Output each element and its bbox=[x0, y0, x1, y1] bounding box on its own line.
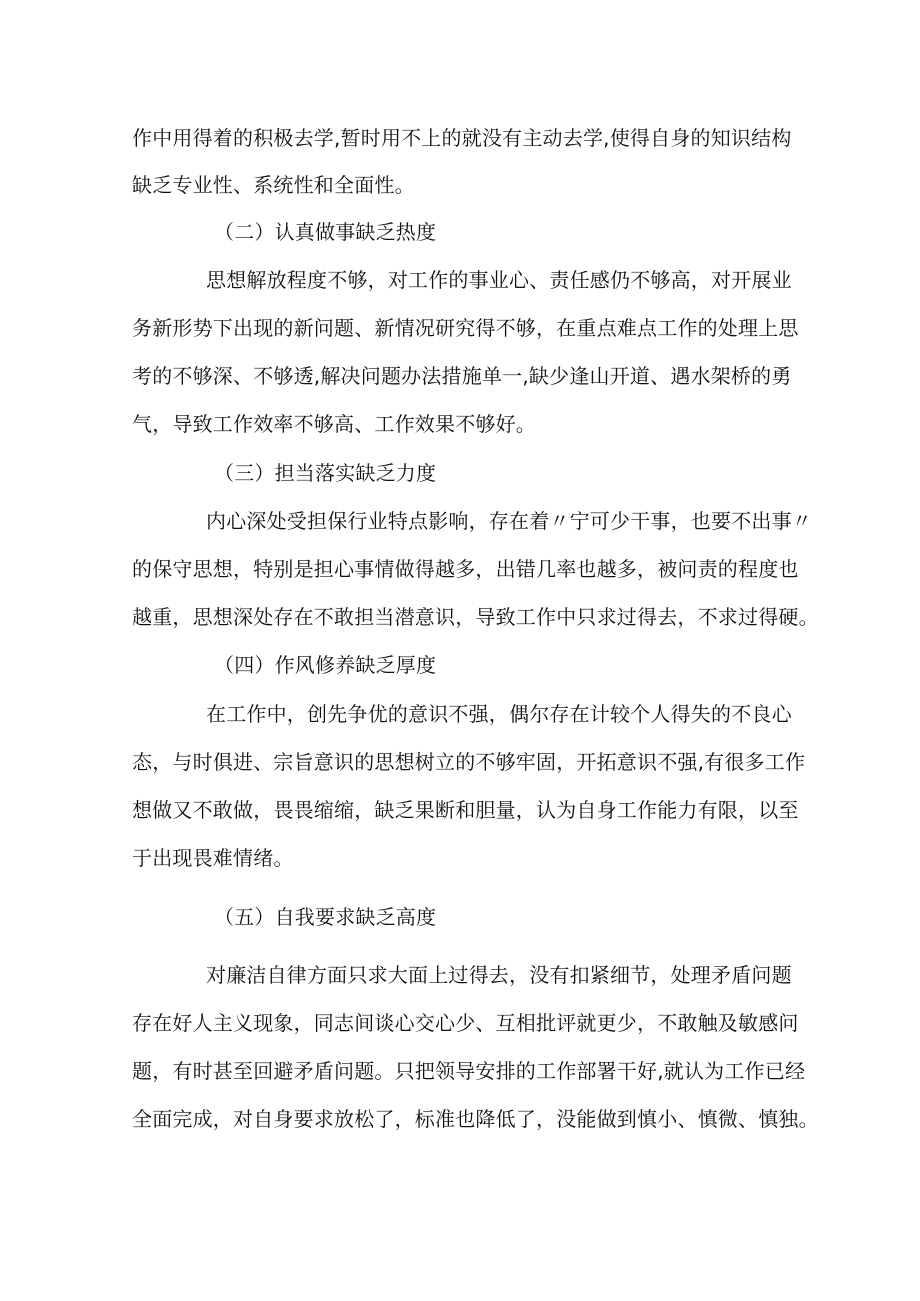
section-heading: （三）担当落实缺乏力度 bbox=[214, 461, 437, 485]
paragraph-line: 越重，思想深处存在不敢担当潜意识，导致工作中只求过得去，不求过得硬。 bbox=[132, 605, 819, 629]
paragraph-line: 态，与时俱进、宗旨意识的思想树立的不够牢固，开拓意识不强,有很多工作 bbox=[132, 750, 806, 774]
section-heading: （五）自我要求缺乏高度 bbox=[214, 905, 437, 929]
section-heading: （四）作风修养缺乏厚度 bbox=[214, 653, 437, 677]
paragraph-line: 考的不够深、不够透,解决问题办法措施单一,缺少逢山开道、遇水架桥的勇 bbox=[132, 364, 792, 388]
paragraph-line: 缺乏专业性、系统性和全面性。 bbox=[132, 173, 415, 197]
paragraph-line: 全面完成，对自身要求放松了，标准也降低了，没能做到慎小、慎微、慎独。 bbox=[132, 1107, 819, 1131]
paragraph-line: 务新形势下出现的新问题、新情况研究得不够，在重点难点工作的处理上思 bbox=[132, 316, 799, 340]
paragraph-line: 内心深处受担保行业特点影响，存在着〃宁可少干事，也要不出事〃 bbox=[206, 509, 812, 533]
section-heading: （二）认真做事缺乏热度 bbox=[214, 220, 437, 244]
paragraph-line: 在工作中，创先争优的意识不强，偶尔存在计较个人得失的不良心 bbox=[206, 702, 792, 726]
paragraph-line: 思想解放程度不够，对工作的事业心、责任感仍不够高，对开展业 bbox=[206, 268, 792, 292]
paragraph-line: 作中用得着的积极去学,暂时用不上的就没有主动去学,使得自身的知识结构 bbox=[132, 126, 792, 150]
paragraph-line: 的保守思想，特别是担心事情做得越多，出错几率也越多，被问责的程度也 bbox=[132, 557, 799, 581]
paragraph-line: 于出现畏难情绪。 bbox=[132, 846, 294, 870]
paragraph-line: 存在好人主义现象，同志间谈心交心少、互相批评就更少，不敢触及敏感问 bbox=[132, 1011, 799, 1035]
paragraph-line: 题，有时甚至回避矛盾问题。只把领导安排的工作部署干好,就认为工作已经 bbox=[132, 1059, 806, 1083]
paragraph-line: 对廉洁自律方面只求大面上过得去，没有扣紧细节，处理矛盾问题 bbox=[206, 963, 792, 987]
paragraph-line: 气，导致工作效率不够高、工作效果不够好。 bbox=[132, 412, 536, 436]
paragraph-line: 想做又不敢做，畏畏缩缩，缺乏果断和胆量，认为自身工作能力有限，以至 bbox=[132, 798, 799, 822]
